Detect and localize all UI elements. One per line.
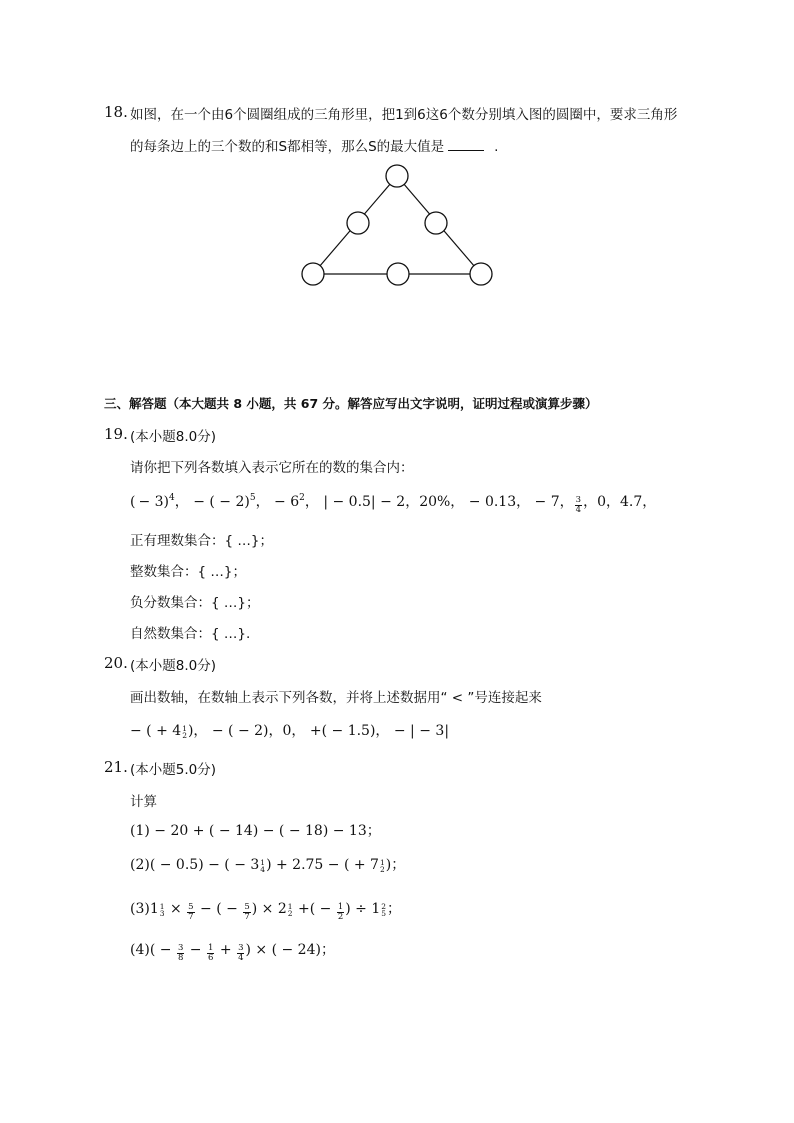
circle-left-middle[interactable] [347, 212, 369, 234]
q21-item2: (2)( − 0.5) − ( − 3 1 4 ) + 2.75 − ( + 7 1 2 )； [130, 857, 406, 874]
triangle-circle-figure [290, 160, 510, 300]
q20-number: 20. [104, 654, 128, 672]
q18-text-line2-main: 的每条边上的三个数的和S都相等，那么S的最大值是 [130, 139, 445, 155]
circle-bottom-right[interactable] [470, 263, 492, 285]
q20-points: (本小题8.0分) [130, 658, 217, 674]
q18-line2-period: . [494, 139, 499, 155]
q18-text-line2 [130, 135, 498, 155]
q21-item4: (4)( − $\frac{3}{8}$ − $\frac{1}{6}$ + $\frac{3}{4}$ ) × ( − 24)； [130, 942, 335, 963]
q20-number-list: − ( + 4 1 2 )， − ( − 2)，0， +( − 1.5)， − | − 3| [130, 723, 450, 740]
circle-bottom-middle[interactable] [387, 263, 409, 285]
q21-number: 21. [104, 758, 128, 776]
q21-item1: (1) − 20 + ( − 14) − ( − 18) − 13； [130, 823, 381, 839]
section3-heading: 三、解答题（本大题共 8 小题，共 67 分。解答应写出文字说明，证明过程或演算步骤） [104, 396, 598, 411]
q21-item3: (3)1 1 3 × $\frac{5}{7}$ − ( − $\frac{5}{7}$ ) × 2 1 2 +( − $\frac{1}{2}$ ) ÷ 1 2 5 ； [130, 901, 402, 922]
circle-right-middle[interactable] [425, 212, 447, 234]
q18-text-line1: 如图，在一个由6个圆圈组成的三角形里，把1到6这6个数分别填入图的圆圈中，要求三角形 [130, 107, 678, 123]
answer-blank[interactable] [448, 138, 484, 151]
circle-bottom-left[interactable] [302, 263, 324, 285]
q21-instruction: 计算 [130, 794, 157, 810]
q19-set-negative-fractions: 负分数集合：{ …}； [130, 595, 260, 611]
q19-points: (本小题8.0分) [130, 429, 217, 445]
q19-set-natural-numbers: 自然数集合：{ …}. [130, 626, 251, 642]
q19-instruction: 请你把下列各数填入表示它所在的数的集合内： [130, 460, 414, 476]
q19-number: 19. [104, 425, 128, 443]
q20-instruction: 画出数轴，在数轴上表示下列各数，并将上述数据用“ < ”号连接起来 [130, 690, 542, 706]
circle-top[interactable] [386, 165, 408, 187]
q18-number: 18. [104, 103, 128, 121]
q19-set-positive-rational: 正有理数集合：{ …}； [130, 533, 273, 549]
q19-number-list: ( − 3)$^4$， − ( − 2)$^5$， − $6^2$， | − 0.5| − 2，20%， − 0.13， − 7， $\frac{3}{4}$ ，0，4.7， [130, 493, 657, 515]
q19-set-integers: 整数集合：{ …}； [130, 564, 246, 580]
q21-points: (本小题5.0分) [130, 762, 217, 778]
